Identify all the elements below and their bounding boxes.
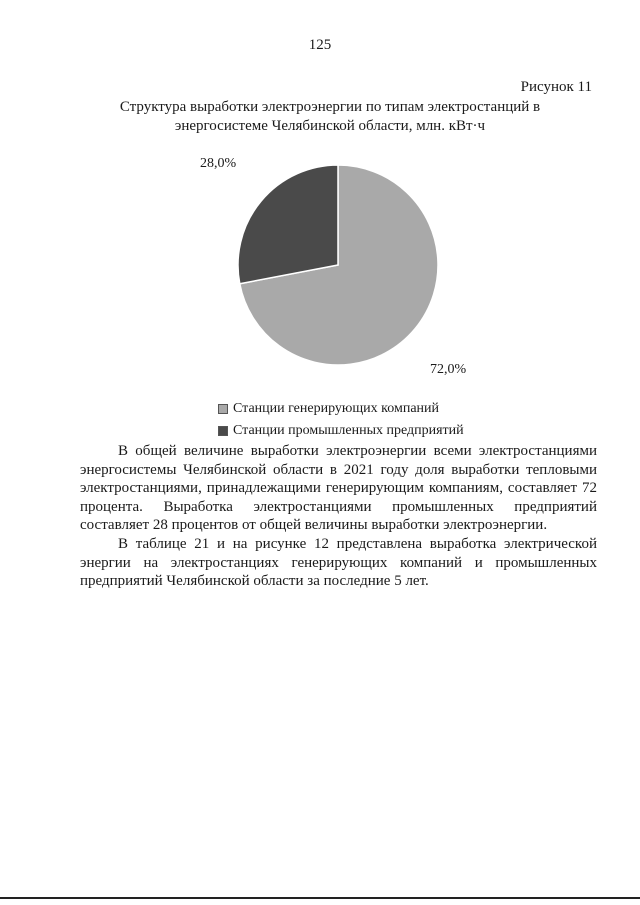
legend-label-industrial: Станции промышленных предприятий (233, 423, 464, 438)
legend-label-generating: Станции генерирующих компаний (233, 401, 440, 416)
paragraph-2: В таблице 21 и на рисунке 12 представлена выработка электрической энергии на электростанциях генерирующих компаний и промышленных предприятий Челябинской области за последние 5 лет. (80, 535, 597, 590)
bottom-rule (0, 897, 640, 899)
page-number: 125 (308, 37, 332, 53)
figure-title (100, 98, 560, 136)
body-text (80, 442, 597, 591)
legend-swatch-industrial (218, 426, 228, 436)
legend-item-generating (218, 398, 464, 420)
figure-title-line-2: энергосистеме Челябинской области, млн. кВт·ч (174, 118, 486, 134)
pie-chart (180, 150, 480, 385)
figure-label: Рисунок 11 (520, 79, 592, 95)
chart-legend (218, 398, 464, 442)
figure-title-line-1: Структура выработки электроэнергии по типам электростанций в (119, 99, 541, 115)
pie-label-industrial: 28,0% (200, 156, 237, 171)
legend-item-industrial (218, 420, 464, 442)
paragraph-1: В общей величине выработки электроэнергии всеми электростанциями энергосистемы Челябинской области в 2021 году доля выработки тепловыми электростанциями, принадлежащими генерирующим компаниям, составляет 72 процента. Выработка электростанциями промышленных предприятий составляет 28 процентов от общей величины выработки электроэнергии. (80, 443, 597, 534)
legend-swatch-generating (218, 404, 228, 414)
pie-label-generating: 72,0% (430, 362, 467, 377)
pie-slice-industrial (238, 165, 338, 284)
pie-chart-svg (180, 150, 480, 385)
